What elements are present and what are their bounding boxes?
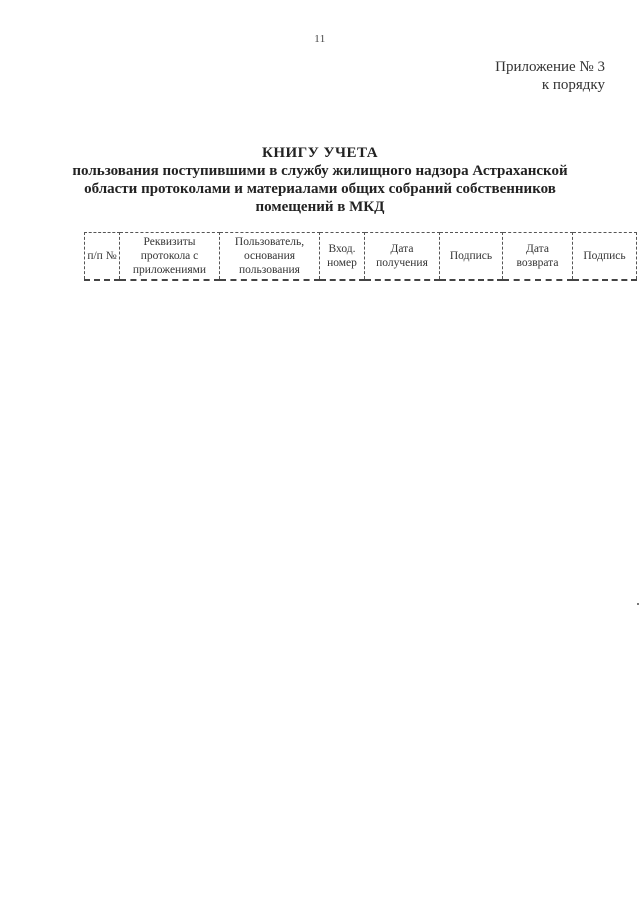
appendix-note (495, 58, 605, 94)
document-title (40, 144, 600, 216)
column-header-return-date: Дата возврата (503, 233, 573, 281)
title-sub-line-1: пользования поступившими в службу жилищного надзора Астраханской (72, 163, 568, 179)
column-header-number: п/п № (85, 233, 120, 281)
register-table (84, 232, 637, 281)
title-sub-line-2: области протоколами и материалами общих собраний собственников (84, 181, 556, 197)
table-header-row (85, 233, 637, 281)
column-header-incoming-number: Вход. номер (320, 233, 365, 281)
column-header-receipt-date: Дата получения (365, 233, 440, 281)
title-main: КНИГУ УЧЕТА (261, 145, 379, 161)
column-header-protocol-details: Реквизиты протокола с приложениями (120, 233, 220, 281)
column-header-user: Пользователь, основания пользования (220, 233, 320, 281)
appendix-line-2: к порядку (541, 77, 605, 93)
column-header-signature-2: Подпись (573, 233, 637, 281)
register-table-header (85, 233, 637, 281)
appendix-line-1: Приложение № 3 (495, 59, 605, 75)
title-sub-line-3: помещений в МКД (255, 199, 385, 215)
column-header-signature-1: Подпись (440, 233, 503, 281)
page-number: 11 (314, 33, 326, 45)
scan-edge-mark (637, 603, 639, 605)
